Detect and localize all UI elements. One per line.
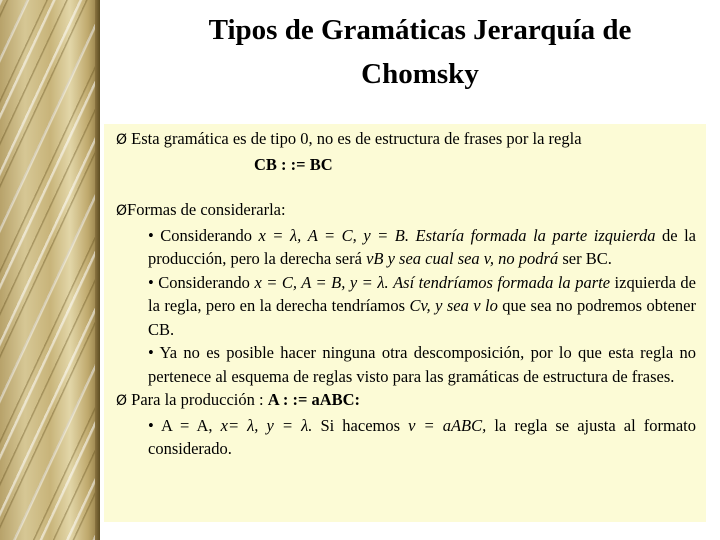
- bullet-4-italic-2: v = aABC,: [408, 415, 487, 435]
- formas-heading-text: Formas de considerarla:: [127, 200, 286, 219]
- bullet-2-text: Considerando: [153, 272, 255, 292]
- bullet-1-text-2: de la producción, pero la derecha será: [148, 225, 696, 268]
- decorative-gold-sidebar: [0, 0, 100, 540]
- bullet-2-italic-2: Cv, y sea v lo: [409, 296, 498, 315]
- bullet-item-3: [148, 341, 696, 388]
- bullet-3-text: Ya no es posible hacer ninguna otra descomposición, por lo que esta regla no pertenece al esquema de reglas visto para las gramáticas de estructura de frases.: [148, 343, 696, 386]
- sidebar-edge: [95, 0, 100, 540]
- bullet-1-text: Considerando: [153, 225, 259, 245]
- bullet-2-italic: x = C, A = B, y = λ. Así tendríamos formada la parte: [254, 272, 611, 292]
- intro-paragraph: [116, 127, 696, 153]
- bullet-icon: •: [148, 343, 154, 362]
- bullet-item-2: [148, 271, 696, 342]
- bullet-1-italic-2: vB y sea cual sea v, no podrá: [366, 249, 559, 268]
- bullet-icon: •: [148, 225, 154, 245]
- slide-title: [120, 8, 720, 96]
- produccion-paragraph: [116, 388, 696, 414]
- bullet-2-text-3: que sea no podremos obtener CB.: [148, 296, 696, 339]
- bullet-icon: •: [148, 415, 154, 435]
- bullet-item-1: [148, 224, 696, 271]
- formas-bullets: [116, 224, 696, 389]
- bullet-4-text: A = A,: [153, 415, 221, 435]
- arrow-bullet-icon: Ø: [116, 132, 128, 148]
- slide-body: [116, 127, 696, 461]
- bullet-1-text-3: ser BC.: [558, 249, 612, 268]
- slide-title-line-2: Chomsky: [361, 58, 479, 90]
- rule-cb-bc: CB : := BC: [254, 154, 333, 174]
- arrow-bullet-icon: Ø: [116, 203, 128, 219]
- slide-title-line-1: Tipos de Gramáticas Jerarquía de: [208, 14, 632, 46]
- bullet-1-italic: x = λ, A = C, y = B. Estaría formada la parte izquierda: [258, 225, 656, 245]
- produccion-rule: A : := aABC:: [267, 390, 361, 409]
- intro-text: Esta gramática es de tipo 0, no es de estructura de frases por la regla: [131, 129, 582, 148]
- bullet-2-text-2: izquierda de la regla, pero en la derecha tendríamos: [148, 272, 696, 315]
- bullet-item-4: [148, 414, 696, 461]
- produccion-lead: Para la producción :: [131, 390, 268, 409]
- bullet-icon: •: [148, 272, 154, 292]
- bullet-4-text-3: la regla se ajusta al formato considerado.: [148, 415, 696, 458]
- produccion-bullets: [116, 414, 696, 461]
- formas-heading: [116, 198, 696, 224]
- bullet-4-italic: x= λ, y = λ.: [220, 415, 313, 435]
- bullet-4-text-2: Si hacemos: [312, 415, 409, 435]
- arrow-bullet-icon: Ø: [116, 393, 128, 409]
- spacer: [116, 176, 696, 198]
